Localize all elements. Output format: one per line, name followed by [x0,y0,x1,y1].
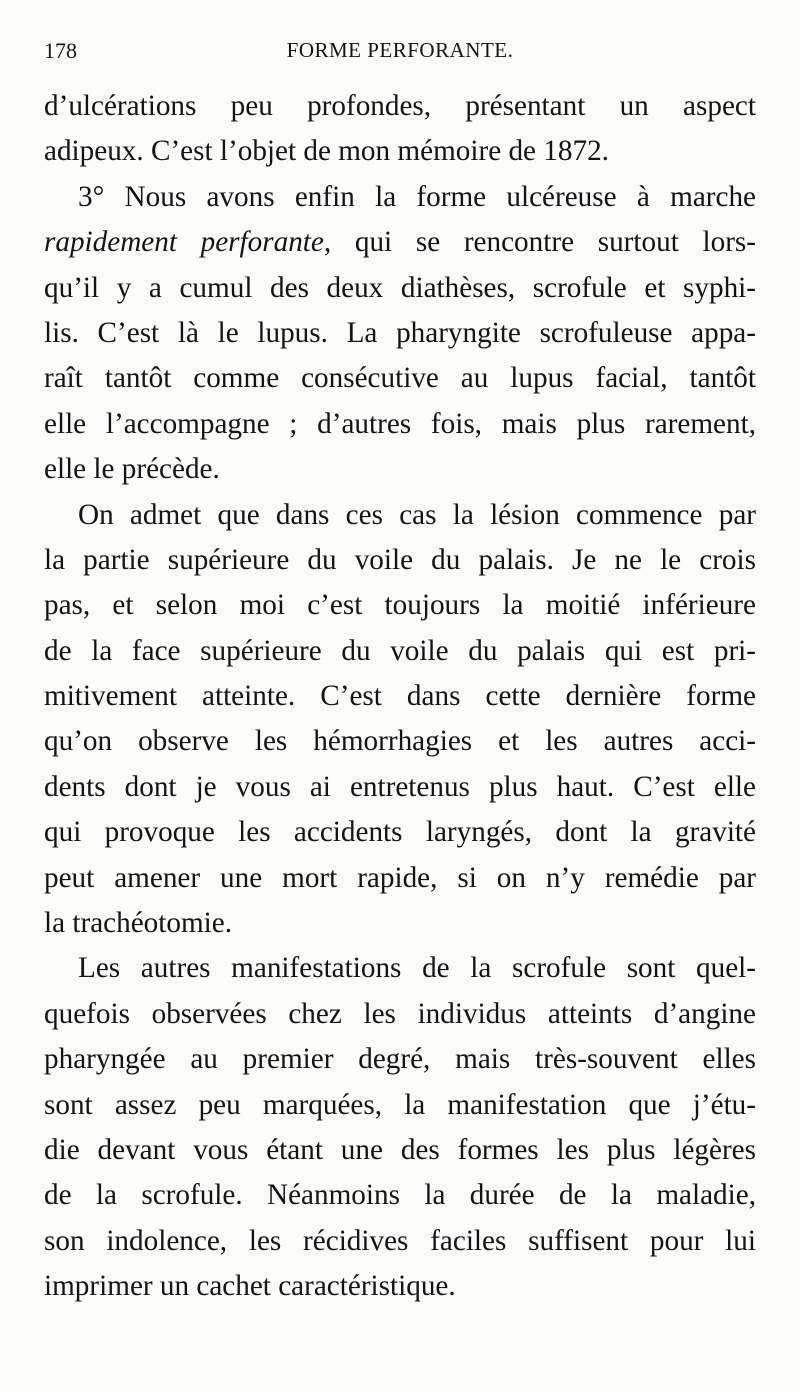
text-fragment: d’ulcérations peu profondes, présentant un aspect [44,90,756,122]
text-line [44,901,756,946]
text-fragment: qu’il y a cumul des deux diathèses, scrofule et syphi- [44,271,756,304]
text-fragment: lis. C’est là le lupus. La pharyngite scrofuleuse appa- [44,316,756,349]
text-line [44,946,756,991]
text-fragment: de la face supérieure du voile du palais qui est pri- [44,634,756,667]
text-fragment: raît tantôt comme consécutive au lupus facial, tantôt [44,362,756,395]
text-fragment: la trachéotomie. [44,907,233,940]
text-fragment: dents dont je vous ai entretenus plus haut. C’est elle [44,770,756,803]
text-line [44,583,756,628]
text-fragment: , qui se rencontre surtout lors- [323,226,756,259]
text-fragment: de la scrofule. Néanmoins la durée de la maladie, [44,1179,756,1212]
italic-phrase: rapidement perforante [44,226,324,259]
text-fragment: qui provoque les accidents laryngés, dont la gravité [44,816,756,849]
text-fragment: pharyngée au premier degré, mais très-souvent elles [44,1043,756,1076]
text-line [44,1083,756,1128]
text-fragment: 3° Nous avons enfin la forme ulcéreuse à marche [78,180,756,213]
text-line [44,266,756,311]
text-line [44,629,756,674]
text-fragment: pas, et selon moi c’est toujours la moitié inférieure [44,589,756,622]
text-line [44,493,756,538]
text-line [44,538,756,583]
page-header [44,38,756,72]
text-line [44,311,756,356]
text-line [44,129,756,174]
text-line [44,1037,756,1082]
text-fragment: mitivement atteinte. C’est dans cette dernière forme [44,680,756,713]
text-fragment: quefois observées chez les individus atteints d’angine [44,997,756,1030]
body-text [44,84,756,1310]
text-fragment: adipeux. C’est l’objet de mon mémoire de 1872. [44,135,609,168]
text-line [44,84,756,129]
text-line [44,402,756,447]
text-fragment: imprimer un cachet caractéristique. [44,1270,456,1303]
text-line [44,856,756,901]
text-fragment: sont assez peu marquées, la manifestation que j’étu- [44,1088,756,1121]
text-fragment: son indolence, les récidives faciles suffisent pour lui [44,1224,756,1257]
text-fragment: peut amener une mort rapide, si on n’y remédie par [44,861,756,894]
text-line [44,719,756,764]
text-fragment: la partie supérieure du voile du palais. Je ne le crois [44,543,756,576]
page-number: 178 [44,38,77,63]
text-line [44,992,756,1037]
text-fragment: On admet que dans ces cas la lésion commence par [78,498,756,531]
text-line [44,220,756,265]
text-line [44,356,756,401]
text-line [44,1219,756,1264]
text-line [44,674,756,719]
text-line [44,1264,756,1309]
running-title: FORME PERFORANTE. [286,38,514,62]
text-fragment: die devant vous étant une des formes les plus légères [44,1133,756,1166]
text-fragment: Les autres manifestations de la scrofule sont quel- [78,952,756,985]
text-line [44,765,756,810]
text-line [44,447,756,492]
text-line [44,1173,756,1218]
text-fragment: qu’on observe les hémorrhagies et les autres acci- [44,725,756,758]
text-line [44,810,756,855]
text-fragment: elle le précède. [44,453,220,486]
text-fragment: elle l’accompagne ; d’autres fois, mais plus rarement, [44,407,756,440]
text-line [44,1128,756,1173]
text-line [44,175,756,220]
